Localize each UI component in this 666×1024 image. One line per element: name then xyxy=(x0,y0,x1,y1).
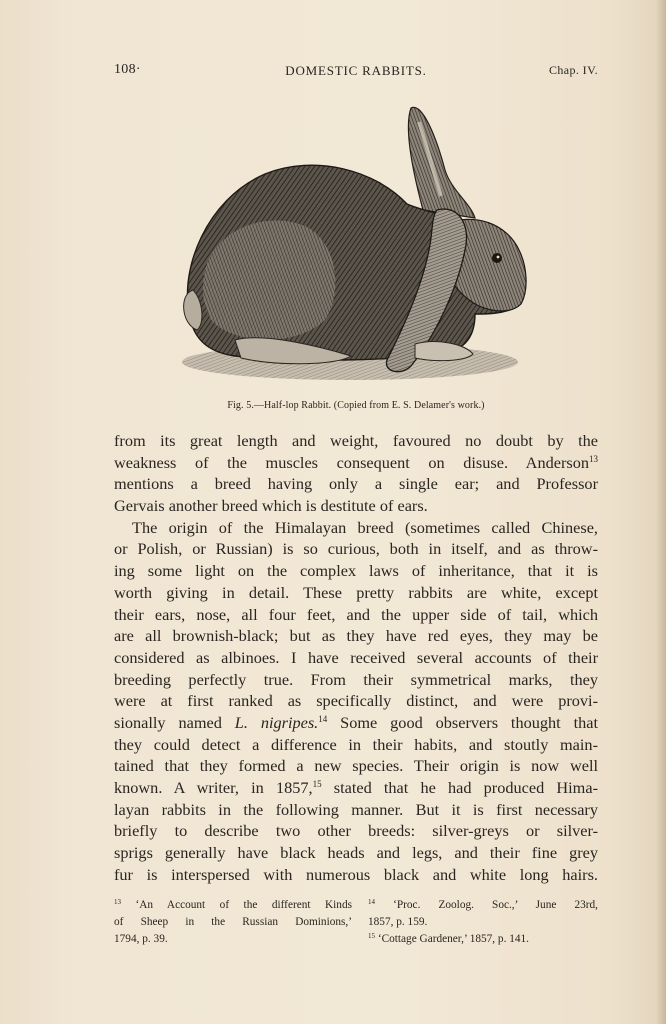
text-line xyxy=(114,755,598,777)
text-run: or Polish, or Russian) is so curious, both in itself, and as throw- xyxy=(114,539,598,559)
page-number: 108· xyxy=(114,62,141,77)
text-run: sprigs generally have black heads and legs, and their fine grey xyxy=(114,843,598,863)
text-run: Some good observers thought that xyxy=(327,712,599,732)
footnote-line xyxy=(368,914,598,931)
text-line xyxy=(114,430,598,452)
text-line xyxy=(114,495,598,517)
footnotes xyxy=(114,897,598,957)
text-run: tained that they formed a new species. Their origin is now well xyxy=(114,756,598,776)
body-text xyxy=(114,430,598,885)
text-line xyxy=(114,690,598,712)
footnote-line xyxy=(368,897,598,914)
figure-caption: Fig. 5.—Half-lop Rabbit. (Copied from E. S. Delamer's work.) xyxy=(227,400,485,411)
text-run: sionally named xyxy=(114,712,235,732)
text-run: known. A writer, in 1857, xyxy=(114,778,313,797)
text-line xyxy=(114,712,598,734)
footnote-line xyxy=(114,897,352,914)
footnote-marker: 15 xyxy=(312,779,322,789)
text-line xyxy=(114,452,598,474)
chapter-label: Chap. IV. xyxy=(548,63,598,77)
footnote-marker: 13 xyxy=(114,898,121,906)
footnote-line xyxy=(368,931,598,948)
text-line xyxy=(114,777,598,799)
text-line xyxy=(114,517,598,539)
text-run: Gervais another breed which is destitute of ears. xyxy=(114,496,428,516)
footnote-line xyxy=(114,931,352,948)
rabbit-engraving xyxy=(175,100,537,392)
text-run: ‘Proc. Zoolog. Soc.,’ June 23rd, xyxy=(375,899,598,911)
text-line xyxy=(114,799,598,821)
text-line xyxy=(114,473,598,495)
text-run: mentions a breed having only a single ear; and Professor xyxy=(114,474,598,494)
text-line xyxy=(114,734,598,756)
text-run: breeding perfectly true. From their symmetrical marks, they xyxy=(114,669,598,689)
footnote-line xyxy=(114,914,352,931)
text-run: weakness of the muscles consequent on disuse. Anderson xyxy=(114,452,589,472)
footnote-marker: 14 xyxy=(318,713,328,724)
text-line xyxy=(114,560,598,582)
text-line xyxy=(114,864,598,886)
page-edge-shadow xyxy=(656,0,666,1024)
text-line xyxy=(114,604,598,626)
footnotes-left-column xyxy=(114,897,352,948)
text-run: from its great length and weight, favoured no doubt by the xyxy=(114,431,598,450)
text-run: were at first ranked as specifically distinct, and were provi- xyxy=(114,691,598,711)
text-run: layan rabbits in the following manner. But it is first necessary xyxy=(114,799,598,819)
text-run: 1857, p. 159. xyxy=(368,916,428,928)
italic-text: L. nigripes. xyxy=(234,712,319,732)
text-run: worth giving in detail. These pretty rabbits are white, except xyxy=(114,582,598,602)
text-run: their ears, nose, all four feet, and the upper side of tail, which xyxy=(114,604,598,624)
text-line xyxy=(114,842,598,864)
text-line xyxy=(114,625,598,647)
text-run: ing some light on the complex laws of inheritance, that it is xyxy=(114,561,598,581)
running-head xyxy=(114,62,598,82)
text-line xyxy=(114,582,598,604)
footnote-marker: 15 xyxy=(368,932,375,940)
footnotes-right-column xyxy=(368,897,598,948)
text-run: The origin of the Himalayan breed (sometimes called Chinese, xyxy=(132,517,598,537)
footnote-marker: 14 xyxy=(368,898,375,906)
text-run: stated that he had produced Hima- xyxy=(321,778,598,797)
text-line xyxy=(114,538,598,560)
text-line xyxy=(114,647,598,669)
rabbit-eye xyxy=(492,253,502,263)
text-run: considered as albinoes. I have received several accounts of their xyxy=(114,647,598,667)
text-line xyxy=(114,669,598,691)
text-run: of Sheep in the Russian Dominions,’ xyxy=(114,916,352,928)
running-title: DOMESTIC RABBITS. xyxy=(285,63,427,78)
text-line xyxy=(114,820,598,842)
text-run: fur is interspersed with numerous black and white long hairs. xyxy=(114,864,598,884)
text-run: are all brownish-black; but as they have red eyes, they may be xyxy=(114,626,598,646)
text-run: briefly to describe two other breeds: silver-greys or silver- xyxy=(114,821,598,841)
text-run: 1794, p. 39. xyxy=(114,933,168,945)
text-run: they could detect a difference in their habits, and stoutly main- xyxy=(114,734,598,754)
footnote-marker: 13 xyxy=(589,453,598,464)
text-run: ‘An Account of the different Kinds xyxy=(121,899,352,911)
text-run: ‘Cottage Gardener,’ 1857, p. 141. xyxy=(375,933,529,945)
